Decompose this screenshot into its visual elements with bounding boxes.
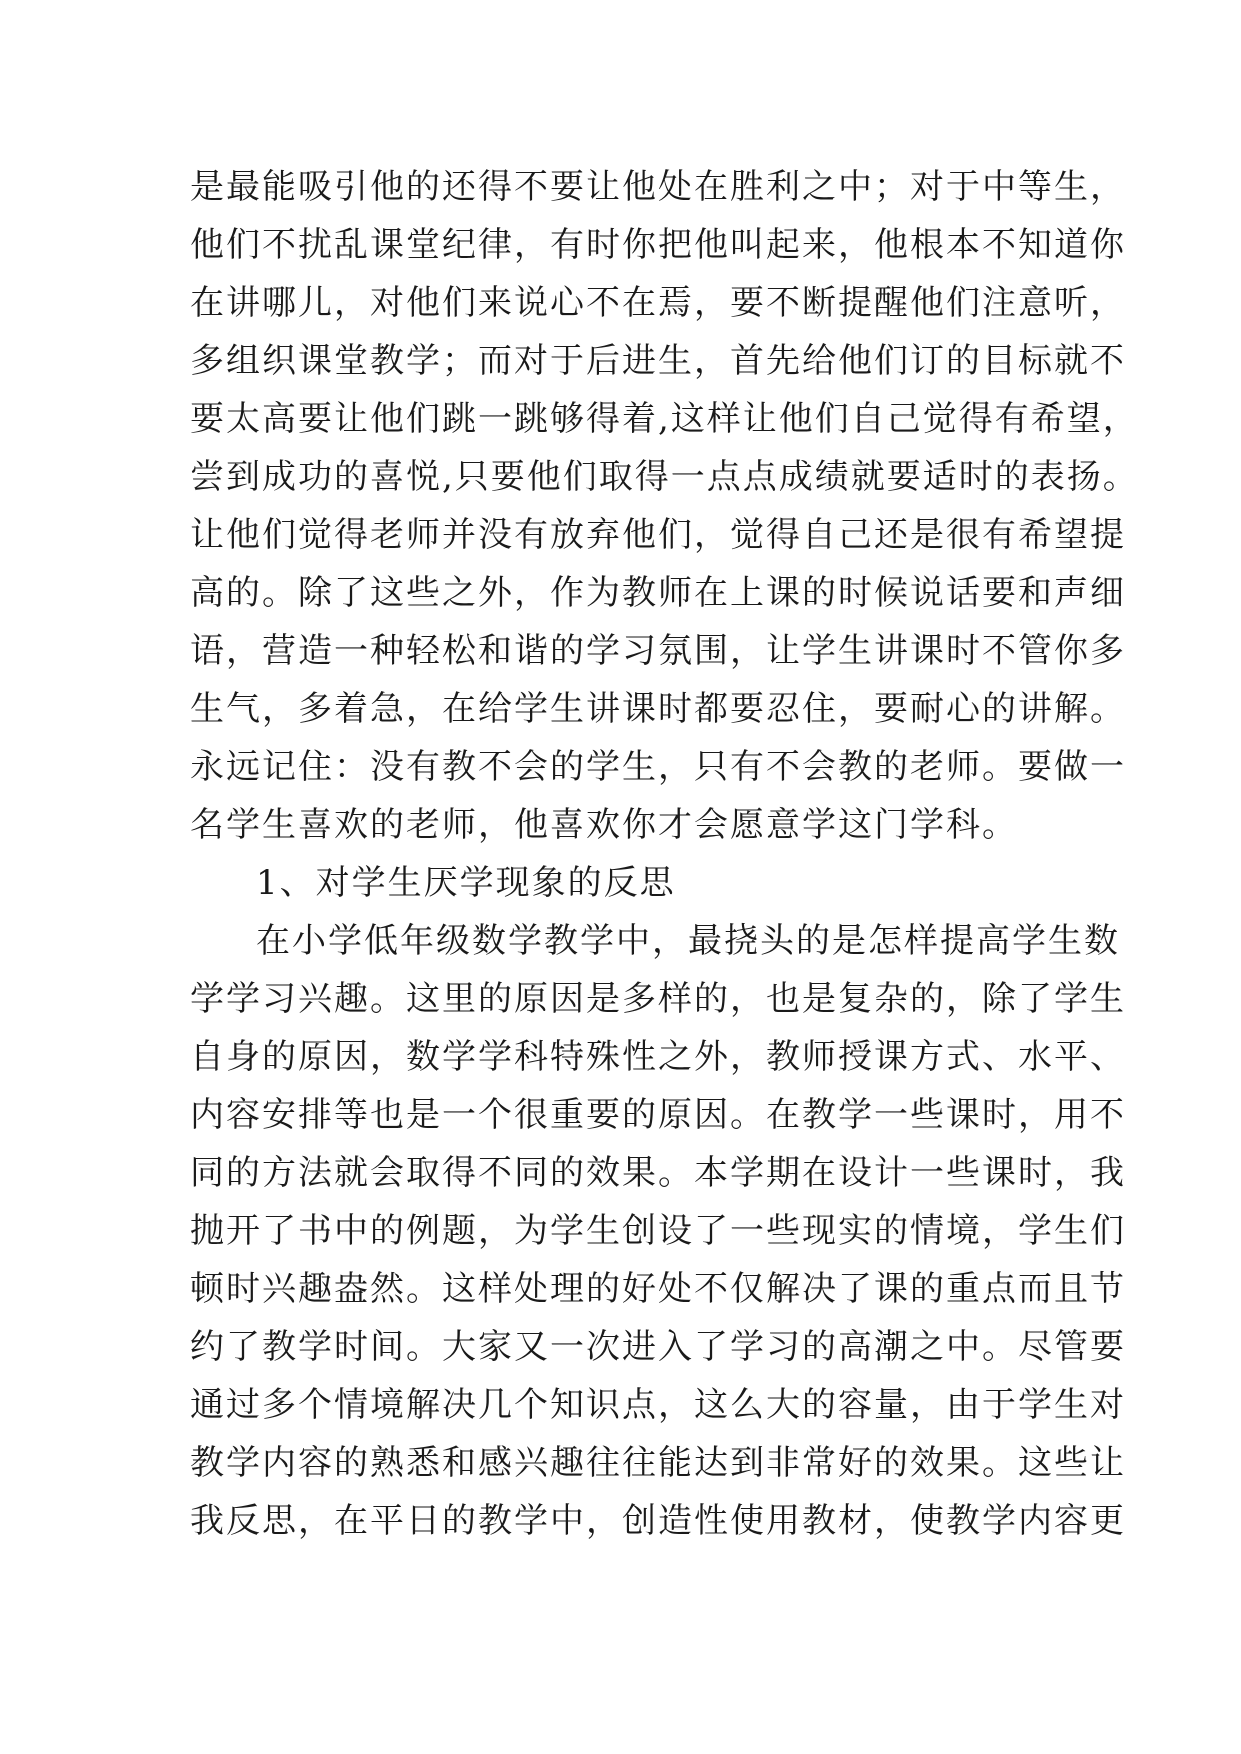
text-line: 内容安排等也是一个很重要的原因。在教学一些课时，用不: [190, 1095, 1126, 1135]
text-line: 在讲哪儿，对他们来说心不在焉，要不断提醒他们注意听，: [190, 283, 1126, 323]
text-line: 生气，多着急，在给学生讲课时都要忍住，要耐心的讲解。: [190, 689, 1126, 729]
text-line: 名学生喜欢的老师，他喜欢你才会愿意学这门学科。: [190, 805, 1018, 845]
section-heading: 1、对学生厌学现象的反思: [256, 863, 676, 903]
text-line: 在小学低年级数学教学中，最挠头的是怎样提高学生数: [256, 921, 1120, 961]
text-line: 他们不扰乱课堂纪律，有时你把他叫起来，他根本不知道你: [190, 225, 1126, 265]
text-line: 多组织课堂教学；而对于后进生，首先给他们订的目标就不: [190, 341, 1126, 381]
text-line: 约了教学时间。大家又一次进入了学习的高潮之中。尽管要: [190, 1327, 1126, 1367]
text-line: 让他们觉得老师并没有放弃他们，觉得自己还是很有希望提: [190, 515, 1126, 555]
text-line: 自身的原因，数学学科特殊性之外，教师授课方式、水平、: [190, 1037, 1126, 1077]
text-line: 抛开了书中的例题，为学生创设了一些现实的情境，学生们: [190, 1211, 1126, 1251]
text-line: 高的。除了这些之外，作为教师在上课的时候说话要和声细: [190, 573, 1126, 613]
text-line: 要太高要让他们跳一跳够得着,这样让他们自己觉得有希望，: [190, 399, 1139, 439]
body-text: [190, 158, 1139, 1550]
text-line: 永远记住：没有教不会的学生，只有不会教的老师。要做一: [190, 747, 1126, 787]
text-line: 通过多个情境解决几个知识点，这么大的容量，由于学生对: [190, 1385, 1126, 1425]
text-line: 同的方法就会取得不同的效果。本学期在设计一些课时，我: [190, 1153, 1126, 1193]
text-line: 是最能吸引他的还得不要让他处在胜利之中；对于中等生，: [190, 167, 1126, 207]
text-line: 我反思，在平日的教学中，创造性使用教材，使教学内容更: [190, 1501, 1126, 1541]
text-line: 顿时兴趣盎然。这样处理的好处不仅解决了课的重点而且节: [190, 1269, 1126, 1309]
text-line: 教学内容的熟悉和感兴趣往往能达到非常好的效果。这些让: [190, 1443, 1126, 1483]
text-line: 语，营造一种轻松和谐的学习氛围，让学生讲课时不管你多: [190, 631, 1126, 671]
text-line: 尝到成功的喜悦,只要他们取得一点点成绩就要适时的表扬。: [190, 457, 1139, 497]
text-line: 学学习兴趣。这里的原因是多样的，也是复杂的，除了学生: [190, 979, 1126, 1019]
